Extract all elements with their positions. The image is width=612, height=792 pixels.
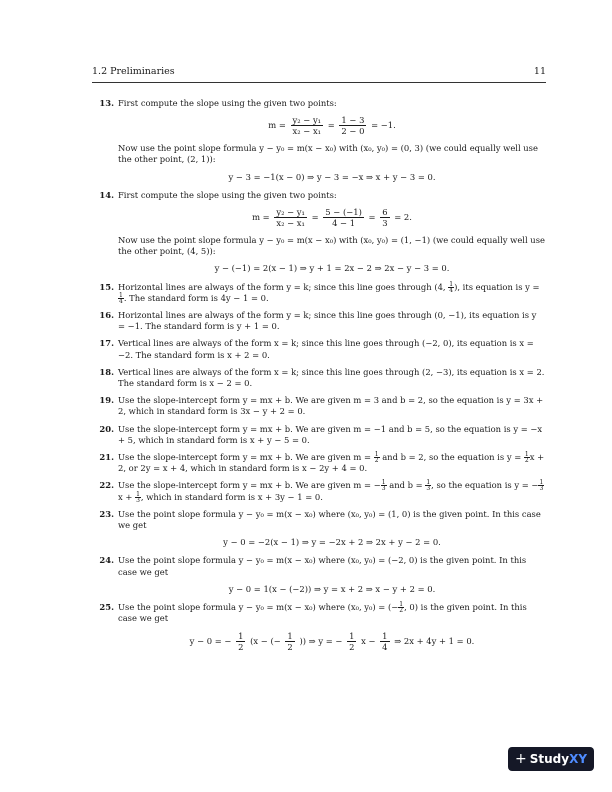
text-part: ), its equation is y = <box>454 281 540 292</box>
problem-text: Vertical lines are always of the form x = k; since this line goes through (−2, 0), its equation is x = −2. The standard form is x + 2 = 0. <box>118 338 534 360</box>
fraction <box>347 631 356 652</box>
problem-22 <box>92 480 546 502</box>
text-part: Use the slope-intercept form y = mx + b. We are given m = − <box>118 480 381 491</box>
problem-number: 20. <box>99 423 114 434</box>
slope-equation <box>118 207 546 228</box>
fraction <box>339 115 366 136</box>
text-part: and b = 2, so the equation is y = <box>379 452 524 463</box>
problem-19 <box>92 395 546 417</box>
denominator: 2 <box>399 607 404 615</box>
equation <box>118 631 546 652</box>
eq-part: m = <box>268 120 286 131</box>
problem-number: 24. <box>99 555 114 566</box>
problem-number: 23. <box>99 508 114 519</box>
eq-part: ⇒ 2x + 4y + 1 = 0. <box>394 635 475 646</box>
problem-15 <box>92 282 546 304</box>
denominator: 2 <box>349 641 355 652</box>
numerator: 1 <box>238 630 244 641</box>
fraction <box>380 631 389 652</box>
problem-text: Horizontal lines are always of the form y = k; since this line goes through (0, −1), its equation is y = −1. The standard form is y + 1 = 0. <box>118 310 537 332</box>
text-part: x + <box>118 491 136 502</box>
text-part: x + 2, or 2y = x + 4, which in standard form is x − 2y + 4 = 0. <box>118 452 545 474</box>
text-part: , which in standard form is x + 3y − 1 = 0. <box>140 491 323 502</box>
numerator: y₂ − y₁ <box>292 115 322 126</box>
problem-text: Now use the point slope formula y − y₀ = m(x − x₀) with (x₀, y₀) = (1, −1) (we could equally well use the other point, (4, 5)): <box>118 235 545 257</box>
solutions-list <box>92 98 546 659</box>
numerator: 1 <box>349 630 355 641</box>
problem-number: 14. <box>99 189 114 200</box>
equation: y − 0 = −2(x − 1) ⇒ y = −2x + 2 ⇒ 2x + y − 2 = 0. <box>223 537 441 548</box>
denominator: 4 <box>449 286 454 294</box>
numerator: 1 <box>539 479 544 487</box>
fraction <box>323 207 364 228</box>
problem-number: 25. <box>99 602 114 613</box>
fraction <box>380 207 389 228</box>
page-header <box>92 66 546 80</box>
problem-text <box>118 602 546 624</box>
fraction <box>274 207 307 228</box>
problem-number: 17. <box>99 338 114 349</box>
numerator: 1 <box>449 280 454 288</box>
numerator: 1 <box>287 630 293 641</box>
numerator: 1 <box>524 451 529 459</box>
numerator: 1 <box>399 601 404 609</box>
text-part: , so the equation is y = − <box>431 480 539 491</box>
eq-part: = −1. <box>371 120 396 131</box>
numerator: 1 <box>119 291 123 299</box>
problem-21 <box>92 452 546 474</box>
denominator: 3 <box>381 485 386 493</box>
text-part: Horizontal lines are always of the form y = k; since this line goes through (4, <box>118 281 449 292</box>
text-part: . The standard form is 4y − 1 = 0. <box>123 292 269 303</box>
denominator: 4 − 1 <box>332 218 356 229</box>
problem-number: 22. <box>99 480 114 491</box>
numerator: 5 − (−1) <box>325 207 362 218</box>
denominator: x₂ − x₁ <box>292 126 322 137</box>
numerator: 6 <box>382 207 388 218</box>
problem-text: Now use the point slope formula y − y₀ = m(x − x₀) with (x₀, y₀) = (0, 3) (we could equally well use the other point, (2, 1)): <box>118 143 538 165</box>
problem-number: 18. <box>99 366 114 377</box>
denominator: 3 <box>539 485 544 493</box>
text-part: Use the slope-intercept form y = mx + b. We are given m = <box>118 452 374 463</box>
numerator: 1 − 3 <box>341 115 365 126</box>
text-part: Use the point slope formula y − y₀ = m(x − x₀) where (x₀, y₀) = (− <box>118 602 399 613</box>
fraction <box>236 631 245 652</box>
equation: y − 3 = −1(x − 0) ⇒ y − 3 = −x ⇒ x + y − 3 = 0. <box>228 171 436 182</box>
denominator: 2 − 0 <box>341 126 365 137</box>
problem-number: 13. <box>99 98 114 108</box>
eq-part: (x − (− <box>250 635 281 646</box>
text-part: , 0) is the given point. In this case we get <box>118 602 527 624</box>
problem-25 <box>92 602 546 651</box>
numerator: 1 <box>374 451 379 459</box>
denominator: x₂ − x₁ <box>276 218 305 229</box>
problem-number: 19. <box>99 395 114 406</box>
eq-part: = <box>327 120 335 131</box>
header-rule <box>92 82 546 83</box>
problem-text: Vertical lines are always of the form x = k; since this line goes through (2, −3), its equation is x = 2. The standard form is x − 2 = 0. <box>118 366 545 389</box>
numerator: 1 <box>381 479 386 487</box>
fraction <box>538 480 544 491</box>
problem-text: First compute the slope using the given two points: <box>118 98 337 108</box>
problem-number: 16. <box>99 310 114 321</box>
denominator: 2 <box>238 641 244 652</box>
problem-18 <box>92 367 546 389</box>
problem-text: Use the slope-intercept form y = mx + b. We are given m = −1 and b = 5, so the equation is y = −x + 5, which in standard form is x + y − 5 = 0. <box>118 423 543 445</box>
page-number: 11 <box>533 66 546 77</box>
problem-17 <box>92 338 546 360</box>
problem-24 <box>92 555 546 595</box>
problem-16 <box>92 310 546 332</box>
eq-part: = <box>311 212 319 223</box>
denominator: 2 <box>524 457 529 465</box>
denominator: 2 <box>287 641 293 652</box>
equation: y − 0 = 1(x − (−2)) ⇒ y = x + 2 ⇒ x − y + 2 = 0. <box>228 583 436 594</box>
problem-number: 21. <box>99 452 114 463</box>
slope-equation <box>118 115 546 136</box>
eq-part: )) ⇒ y = − <box>299 635 343 646</box>
numerator: 1 <box>382 630 388 641</box>
problem-number: 15. <box>99 281 114 292</box>
problem-text <box>118 452 546 474</box>
denominator: 4 <box>119 297 123 305</box>
eq-part: m = <box>252 212 270 223</box>
problem-text <box>118 282 546 304</box>
equation: y − (−1) = 2(x − 1) ⇒ y + 1 = 2x − 2 ⇒ 2x − y − 3 = 0. <box>214 263 450 274</box>
numerator: y₂ − y₁ <box>276 207 305 218</box>
logo-text-accent: XY <box>569 752 588 766</box>
eq-part: x − <box>361 635 376 646</box>
problem-text: Use the slope-intercept form y = mx + b. We are given m = 3 and b = 2, so the equation is y = 3x + 2, which in standard form is 3x − y + 2 = 0. <box>118 395 544 417</box>
eq-part: = 2. <box>394 212 412 223</box>
eq-part: y − 0 = − <box>189 635 232 646</box>
denominator: 3 <box>136 496 140 504</box>
logo-text-main: Study <box>529 752 570 766</box>
text-part: and b = <box>386 480 426 491</box>
problem-text <box>118 480 546 502</box>
denominator: 3 <box>382 218 388 229</box>
logo-text <box>530 752 587 766</box>
denominator: 4 <box>382 641 388 652</box>
denominator: 2 <box>374 457 379 465</box>
numerator: 1 <box>136 490 140 498</box>
studyxy-logo <box>508 747 594 771</box>
problem-13 <box>92 98 546 183</box>
problem-text: Use the point slope formula y − y₀ = m(x − x₀) where (x₀, y₀) = (1, 0) is the given point. In this case we get <box>118 508 541 531</box>
section-title: 1.2 Preliminaries <box>92 66 175 77</box>
problem-23 <box>92 509 546 549</box>
fraction <box>291 115 324 136</box>
fraction <box>285 631 294 652</box>
eq-part: = <box>368 212 376 223</box>
problem-text: Use the point slope formula y − y₀ = m(x − x₀) where (x₀, y₀) = (−2, 0) is the given point. In this case we get <box>118 555 527 577</box>
problem-14 <box>92 190 546 275</box>
numerator: 1 <box>426 479 431 487</box>
plus-icon: + <box>514 751 527 767</box>
problem-text: First compute the slope using the given two points: <box>118 189 337 200</box>
denominator: 3 <box>426 485 431 493</box>
problem-20 <box>92 424 546 446</box>
